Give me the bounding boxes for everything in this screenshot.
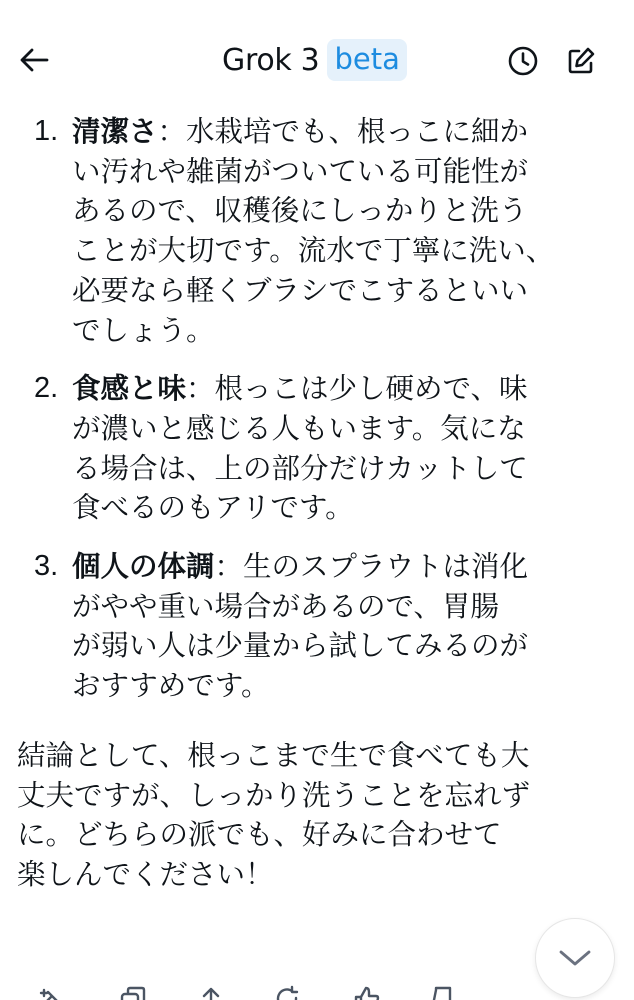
text-line: ：根っこは少し硬めで、味 bbox=[186, 372, 528, 406]
thumbs-down-icon bbox=[428, 984, 458, 1000]
list-number: 2. bbox=[34, 372, 59, 405]
text-line: に。どちらの派でも、好みに合わせて bbox=[17, 818, 502, 852]
status-bar bbox=[0, 0, 634, 2]
text-line: がやや重い場合があるので、胃腸 bbox=[72, 589, 499, 623]
message-actions bbox=[0, 984, 634, 1000]
text-line: 楽しんでください！ bbox=[17, 857, 274, 891]
list-item-heading: 食感と味 bbox=[72, 372, 187, 406]
beta-badge: beta bbox=[327, 39, 406, 81]
arrow-left-icon bbox=[19, 47, 49, 73]
compose-icon bbox=[565, 45, 597, 77]
text-line: ことが大切です。流水で丁寧に洗い、 bbox=[72, 234, 555, 268]
share-icon bbox=[196, 984, 226, 1000]
copy-icon bbox=[118, 984, 148, 1000]
list-item-heading: 清潔さ bbox=[72, 115, 158, 148]
title-group bbox=[222, 36, 407, 84]
back-button[interactable] bbox=[14, 40, 54, 80]
list-number: 1. bbox=[34, 115, 59, 147]
thumbs-up-icon bbox=[352, 984, 382, 1000]
list-item-text bbox=[72, 112, 598, 350]
text-line: が弱い人は少量から試してみるのが bbox=[72, 629, 529, 663]
text-line: ：生のスプラウトは消化 bbox=[214, 550, 529, 584]
refresh-icon bbox=[272, 984, 302, 1000]
text-line: でしょう。 bbox=[72, 313, 215, 347]
list-number: 3. bbox=[34, 550, 59, 583]
regenerate-button[interactable] bbox=[36, 984, 66, 1000]
text-line: 食べるのもアリです。 bbox=[72, 491, 354, 525]
text-line: る場合は、上の部分だけカットして bbox=[72, 451, 528, 485]
list-item-text bbox=[72, 369, 598, 528]
text-line: が濃いと感じる人もいます。気にな bbox=[72, 411, 526, 445]
text-line: 丈夫ですが、しっかり洗うことを忘れず bbox=[17, 778, 531, 812]
clock-icon bbox=[507, 45, 539, 77]
assistant-message bbox=[0, 112, 634, 895]
conclusion-paragraph bbox=[0, 736, 634, 895]
copy-button[interactable] bbox=[118, 984, 148, 1000]
refresh-button[interactable] bbox=[272, 984, 302, 1000]
list-item bbox=[0, 547, 634, 706]
list-item bbox=[0, 369, 634, 528]
text-line: ：水栽培でも、根っこに細か bbox=[157, 115, 529, 148]
list-item-heading: 個人の体調 bbox=[72, 550, 215, 584]
thumbs-down-button[interactable] bbox=[428, 984, 458, 1000]
text-line: 結論として、根っこまで生で食べても大 bbox=[17, 738, 530, 772]
new-chat-button[interactable] bbox=[560, 40, 602, 82]
page-title: Grok 3 bbox=[222, 42, 320, 78]
share-button[interactable] bbox=[196, 984, 226, 1000]
list-item bbox=[0, 112, 634, 350]
text-line: い汚れや雑菌がついている可能性が bbox=[72, 154, 529, 188]
text-line: おすすめです。 bbox=[72, 669, 270, 703]
list-item-text bbox=[72, 547, 598, 706]
history-button[interactable] bbox=[502, 40, 544, 82]
regenerate-icon bbox=[36, 984, 66, 1000]
thumbs-up-button[interactable] bbox=[352, 984, 382, 1000]
chevron-down-icon bbox=[558, 948, 592, 968]
top-bar bbox=[0, 30, 634, 92]
text-line: あるので、収穫後にしっかりと洗う bbox=[72, 194, 528, 228]
text-line: 必要なら軽くブラシでこするといい bbox=[72, 273, 529, 307]
